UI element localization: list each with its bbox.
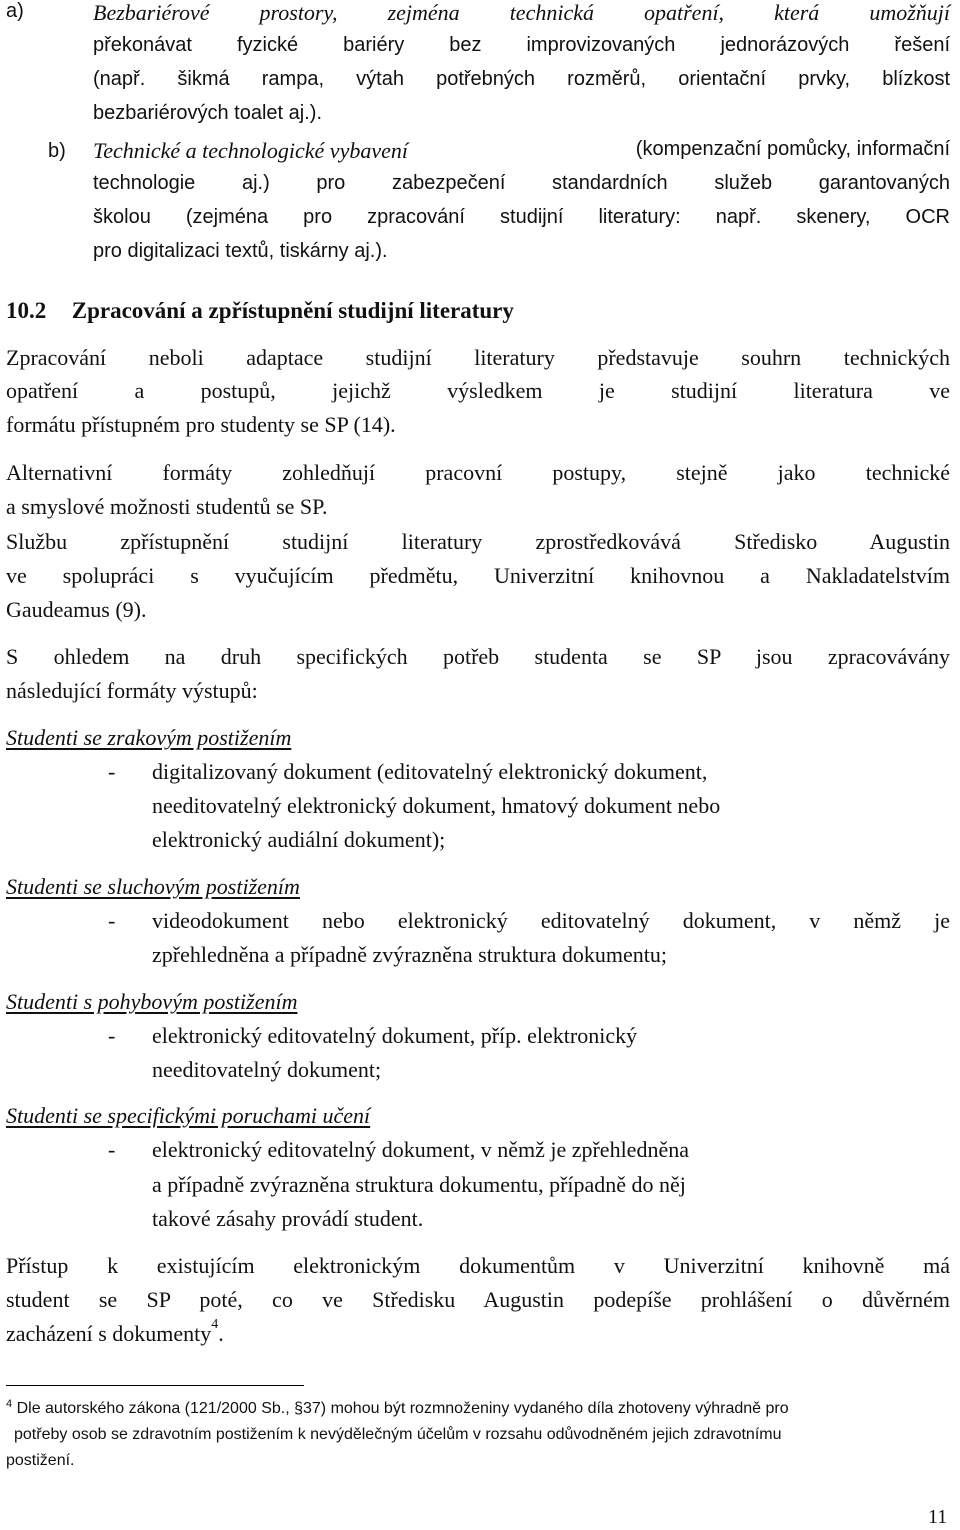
footnote-reference[interactable]: 4 bbox=[211, 1317, 219, 1332]
paragraph-3-line-2: ve spolupráci s vyučujícím předmětu, Univerzitní knihovnou a Nakladatelstvím bbox=[6, 563, 950, 588]
item-a-line-4: bezbariérových toalet aj.). bbox=[93, 102, 323, 124]
item-a-line-2: překonávat fyzické bariéry bez improvizovaných jednorázových řešení bbox=[93, 34, 950, 56]
paragraph-4-line-1: S ohledem na druh specifických potřeb studenta se SP jsou zpracovávány bbox=[6, 644, 950, 669]
list-marker-b: b) bbox=[48, 140, 66, 162]
closing-line-3-text: zacházení s dokumenty bbox=[6, 1321, 212, 1346]
item-b-line-4: pro digitalizaci textů, tiskárny aj.). bbox=[93, 240, 388, 262]
dash-marker: - bbox=[108, 759, 116, 784]
section-title: Zpracování a zpřístupnění studijní literatury bbox=[71, 298, 514, 323]
dash-marker: - bbox=[108, 1137, 116, 1162]
footnote-text-1: Dle autorského zákona (121/2000 Sb., §37) mohou být rozmnoženiny vydaného díla zhotoveny výhradně pro bbox=[16, 1400, 789, 1417]
item-a-line-3: (např. šikmá rampa, výtah potřebných rozměrů, orientační prvky, blízkost bbox=[93, 68, 950, 90]
item-b-line-2: technologie aj.) pro zabezpečení standardních služeb garantovaných bbox=[93, 172, 950, 194]
group-learning-line-2: a případně zvýrazněna struktura dokumentu, případně do něj bbox=[152, 1172, 686, 1197]
paragraph-3-line-3: Gaudeamus (9). bbox=[6, 597, 147, 622]
paragraph-1-line-2: opatření a postupů, jejichž výsledkem je studijní literatura ve bbox=[6, 378, 950, 403]
footnote-divider bbox=[6, 1385, 304, 1386]
item-b-line-3: školou (zejména pro zpracování studijní literatury: např. skenery, OCR bbox=[93, 206, 950, 228]
paragraph-1-line-1: Zpracování neboli adaptace studijní literatury představuje souhrn technických bbox=[6, 345, 950, 370]
group-visual-line-1: digitalizovaný dokument (editovatelný elektronický dokument, bbox=[152, 759, 708, 784]
group-hearing-line-1: videodokument nebo elektronický editovatelný dokument, v němž je bbox=[152, 908, 950, 933]
group-heading-visual: Studenti se zrakovým postižením bbox=[6, 725, 292, 750]
group-visual-line-2: needitovatelný elektronický dokument, hmatový dokument nebo bbox=[152, 793, 721, 818]
group-learning-line-3: takové zásahy provádí student. bbox=[152, 1206, 424, 1231]
paragraph-4-line-2: následující formáty výstupů: bbox=[6, 678, 258, 703]
footnote-number: 4 bbox=[6, 1398, 13, 1410]
footnote-line-1 bbox=[6, 1400, 789, 1418]
group-heading-hearing: Studenti se sluchovým postižením bbox=[6, 874, 300, 899]
group-mobility-line-1: elektronický editovatelný dokument, příp. elektronický bbox=[152, 1023, 638, 1048]
footnote-line-3: postižení. bbox=[6, 1452, 75, 1469]
page-number: 11 bbox=[928, 1506, 948, 1528]
section-number: 10.2 bbox=[6, 298, 47, 323]
item-a-line-1: Bezbariérové prostory, zejména technická opatření, která umožňují bbox=[93, 0, 950, 25]
paragraph-1-line-3: formátu přístupném pro studenty se SP (14). bbox=[6, 412, 396, 437]
footnote-line-2: potřeby osob se zdravotním postižením k nevýdělečným účelům v rozsahu odůvodněném jejich zdravotnímu bbox=[14, 1426, 782, 1443]
group-visual-line-3: elektronický audiální dokument); bbox=[152, 827, 446, 852]
group-mobility-line-2: needitovatelný dokument; bbox=[152, 1057, 382, 1082]
list-marker-a: a) bbox=[6, 0, 24, 22]
group-hearing-line-2: zpřehledněna a případně zvýrazněna struktura dokumentu; bbox=[152, 942, 667, 967]
closing-period: . bbox=[218, 1321, 224, 1346]
dash-marker: - bbox=[108, 908, 116, 933]
group-heading-mobility: Studenti s pohybovým postižením bbox=[6, 989, 298, 1014]
item-b-emphasis: Technické a technologické vybavení bbox=[93, 138, 408, 163]
group-heading-learning: Studenti se specifickými poruchami učení bbox=[6, 1103, 371, 1128]
item-b-line-1 bbox=[93, 138, 950, 164]
section-heading bbox=[6, 298, 514, 324]
paragraph-2-line-2: a smyslové možnosti studentů se SP. bbox=[6, 494, 328, 519]
closing-line-3 bbox=[6, 1317, 224, 1347]
closing-line-1: Přístup k existujícím elektronickým dokumentům v Univerzitní knihovně má bbox=[6, 1253, 950, 1278]
paragraph-2-line-1: Alternativní formáty zohledňují pracovní postupy, stejně jako technické bbox=[6, 460, 950, 485]
dash-marker: - bbox=[108, 1023, 116, 1048]
paragraph-3-line-1: Službu zpřístupnění studijní literatury zprostředkovává Středisko Augustin bbox=[6, 529, 950, 554]
item-b-line-1-rest: (kompenzační pomůcky, informační bbox=[635, 138, 950, 160]
group-learning-line-1: elektronický editovatelný dokument, v němž je zpřehledněna bbox=[152, 1137, 689, 1162]
closing-line-2: student se SP poté, co ve Středisku Augustin podepíše prohlášení o důvěrném bbox=[6, 1287, 950, 1312]
